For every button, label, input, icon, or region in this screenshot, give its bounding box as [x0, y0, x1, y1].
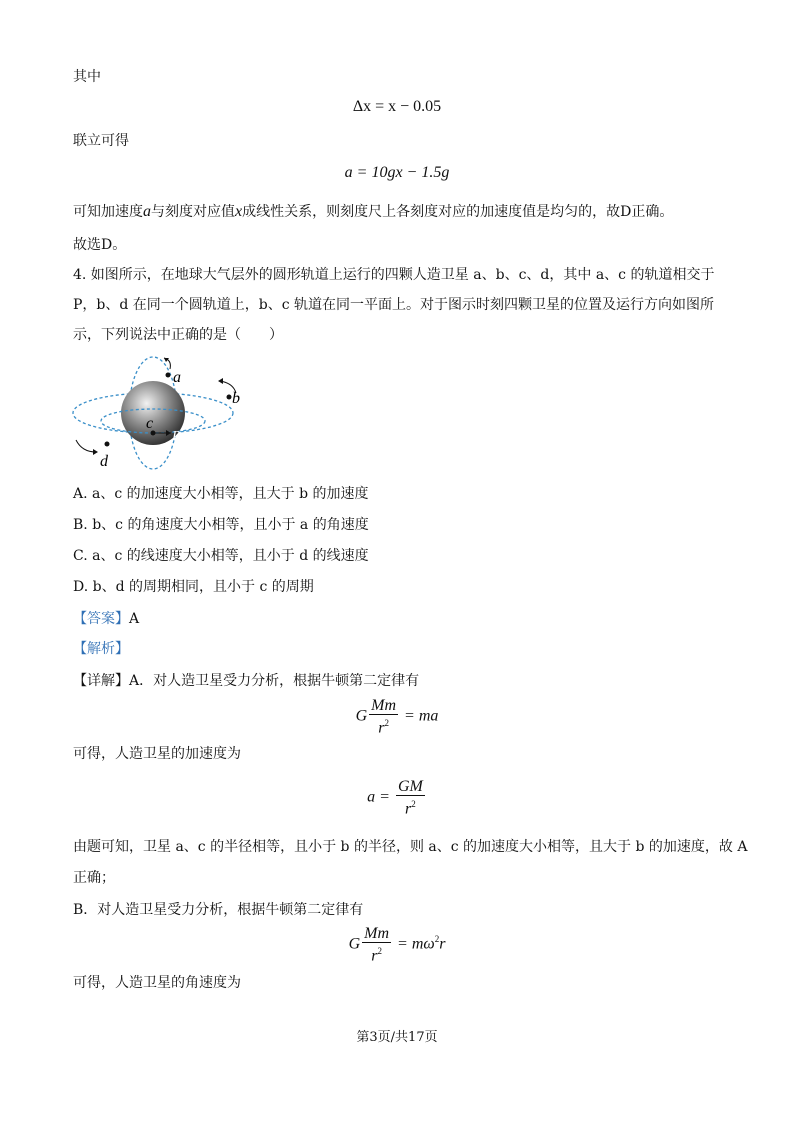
- detail-text: 可得，人造卫星的角速度为: [73, 975, 241, 991]
- text-line: 可知加速度a与刻度对应值x成线性关系，则刻度尺上各刻度对应的加速度值是均匀的，故D正确。: [73, 203, 674, 220]
- label-P: P: [172, 429, 181, 444]
- detail-text: 由题可知，卫星 a、c 的半径相等，且小于 b 的半径，则 a、c 的加速度大小相等，且大于 b 的加速度，故 A: [73, 839, 748, 855]
- label-c: c: [146, 415, 154, 432]
- arrow-d-icon: [93, 449, 98, 455]
- formula-acceleration: a = 10gx − 1.5g: [344, 164, 450, 181]
- detail-text: 正确；: [73, 870, 115, 886]
- analysis-tag: 【解析】: [73, 641, 129, 657]
- text-line: 故选D。: [73, 237, 127, 253]
- detail-text: 可得，人造卫星的加速度为: [73, 746, 241, 762]
- option-b: B. b、c 的角速度大小相等，且小于 a 的角速度: [73, 517, 369, 533]
- option-c: C. a、c 的线速度大小相等，且小于 d 的线速度: [73, 548, 369, 564]
- option-d: D. b、d 的周期相同，且小于 c 的周期: [73, 579, 314, 595]
- text-line: 其中: [73, 69, 101, 85]
- formula-delta-x: Δx = x − 0.05: [352, 98, 442, 115]
- satellite-orbit-figure: [68, 355, 268, 475]
- question-text: 示，下列说法中正确的是（ ）: [73, 327, 283, 343]
- detail-text: 【详解】A．对人造卫星受力分析，根据牛顿第二定律有: [73, 673, 420, 689]
- answer-tag: 【答案】: [73, 611, 129, 627]
- label-d: d: [100, 453, 108, 470]
- formula-a-gm: a = $\frac{GM}{r^2}$: [367, 778, 423, 818]
- answer-value: A: [129, 611, 140, 627]
- question-text: 4. 如图所示，在地球大气层外的圆形轨道上运行的四颗人造卫星 a、b、c、d，其中 a、c 的轨道相交于: [73, 267, 715, 283]
- page-footer: 第3页/共17页: [356, 1030, 438, 1045]
- text-line: 联立可得: [73, 133, 129, 149]
- option-a: A. a、c 的加速度大小相等，且大于 b 的加速度: [73, 486, 369, 502]
- formula-newton-omega: G $\frac{Mm}{r^2}$ = $m\omega^2r$: [348, 925, 446, 965]
- arrow-b-icon: [218, 378, 223, 384]
- satellite-a: [166, 373, 171, 378]
- satellite-d: [105, 442, 110, 447]
- answer-line: [73, 610, 139, 628]
- label-a: a: [173, 369, 181, 386]
- formula-newton-ma: G $\frac{Mm}{r^2}$ = ma: [355, 697, 439, 737]
- question-text: P，b、d 在同一个圆轨道上，b、c 轨道在同一平面上。对于图示时刻四颗卫星的位置及运行方向如图所: [73, 297, 715, 313]
- detail-text: B．对人造卫星受力分析，根据牛顿第二定律有: [73, 902, 364, 918]
- label-b: b: [232, 390, 240, 407]
- satellite-b: [227, 395, 232, 400]
